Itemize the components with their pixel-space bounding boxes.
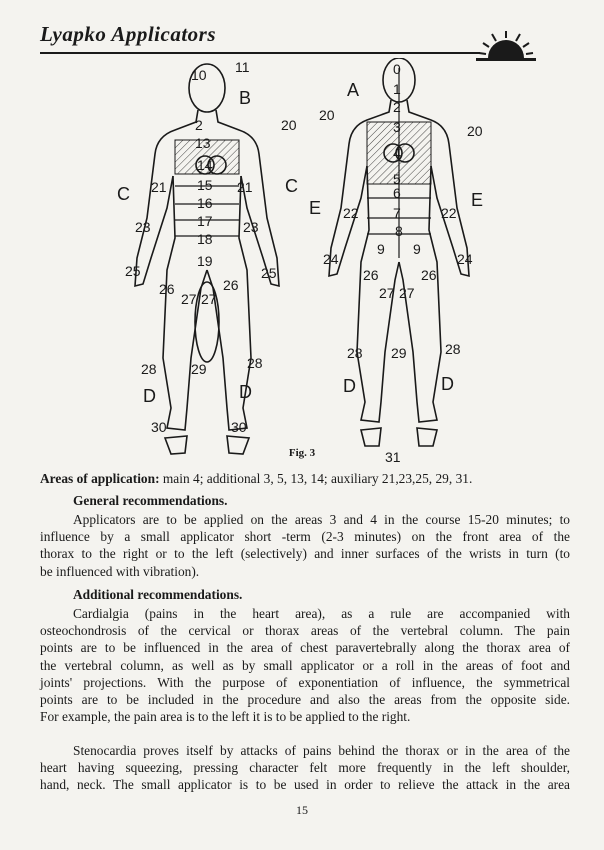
back-label: 26 [363, 267, 379, 283]
text-line: points are to be included in the procedure and also the areas from the opposite side. [40, 692, 570, 708]
text-line: osteochondrosis of the cervical or thorax areas of the vertebral column. The pain [40, 623, 570, 639]
areas-of-application [40, 470, 570, 487]
text-line: joints' projections. With the purpose of exponentiation of influence, the symmetrical [40, 674, 570, 690]
back-label: 24 [457, 251, 473, 267]
front-label: 26 [223, 277, 239, 293]
text-line: For example, the pain area is to the left it is to be applied to the right. [40, 709, 411, 725]
page-number: 15 [296, 803, 308, 817]
front-label: 16 [197, 195, 213, 211]
front-label: 15 [197, 177, 213, 193]
running-header-title: Lyapko Applicators [40, 22, 217, 46]
back-label: 29 [391, 345, 407, 361]
back-label: 4 [393, 145, 401, 161]
back-label: 2 [393, 99, 401, 115]
stenocardia-paragraph [40, 742, 570, 794]
front-label: 11 [235, 59, 250, 75]
front-label: D [143, 386, 156, 406]
figure-caption: Fig. 3 [288, 447, 316, 459]
back-label: 9 [377, 241, 385, 257]
front-label: 28 [247, 355, 263, 371]
text-line: be influenced with vibration). [40, 563, 200, 579]
front-label: 13 [195, 135, 211, 151]
front-label: 30 [231, 419, 247, 435]
text-line: points are to be influenced in the area of chest paravertebrally along the thorax area of [40, 640, 570, 656]
back-label: 20 [467, 123, 483, 139]
front-label: 18 [197, 231, 213, 247]
front-label: 27 [201, 291, 217, 307]
body-diagram [95, 58, 535, 463]
front-label: 19 [197, 253, 213, 269]
areas-label: Areas of application: [40, 471, 160, 486]
front-label: 28 [141, 361, 157, 377]
front-label: 27 [181, 291, 197, 307]
text-line: the vertebral column, as well as by small applicator or a roll in the areas of foot and [40, 657, 570, 673]
back-label: 20 [319, 107, 335, 123]
front-label: 30 [151, 419, 167, 435]
front-label: 21 [237, 179, 253, 195]
back-label: 8 [395, 223, 403, 239]
text-line: heart having squeezing, pressing character felt more frequently in the left shoulder, [40, 760, 570, 776]
back-label: 1 [393, 81, 401, 97]
back-label: E [471, 190, 484, 210]
back-label: D [343, 376, 356, 396]
front-point-labels [117, 59, 298, 435]
additional-recommendations-heading: Additional recommendations. [73, 587, 243, 602]
front-label: 25 [125, 263, 141, 279]
back-label: 7 [393, 205, 401, 221]
front-label: 23 [135, 219, 151, 235]
areas-text: main 4; additional 3, 5, 13, 14; auxiliary 21,23,25, 29, 31. [159, 471, 473, 486]
back-label: 9 [413, 241, 421, 257]
back-label: 22 [441, 205, 457, 221]
additional-recommendations-paragraph [40, 605, 570, 725]
back-point-labels [309, 61, 483, 463]
text-line: thorax to the right or to the left (selectively) and inner surfaces of the wrists in turn (to [40, 546, 570, 562]
back-label: 3 [393, 119, 401, 135]
back-label: 27 [399, 285, 415, 301]
general-recommendations-heading: General recommendations. [73, 493, 228, 508]
back-label: D [441, 374, 454, 394]
back-label: 6 [393, 185, 401, 201]
front-label: C [117, 184, 130, 204]
front-label: 20 [281, 117, 297, 133]
back-label: 0 [393, 61, 401, 77]
front-label: C [285, 176, 298, 196]
back-label: 28 [347, 345, 363, 361]
general-recommendations-paragraph [40, 511, 570, 580]
back-label: 5 [393, 171, 401, 187]
back-label: 28 [445, 341, 461, 357]
text-line: Cardialgia (pains in the heart area), as a rule are accompanied with [73, 606, 570, 621]
text-line: hand, neck. The small applicator is to be used in order to relieve the attack in the area [40, 777, 570, 793]
back-label: A [347, 80, 360, 100]
front-label: 21 [151, 179, 167, 195]
header-rule [40, 52, 480, 54]
text-line: Stenocardia proves itself by attacks of pains behind the thorax or in the area of the [73, 743, 570, 758]
text-line: influence by a small applicator short -term (2-3 minutes) on the front area of the [40, 529, 570, 545]
front-label: B [239, 88, 252, 108]
front-label: D [239, 382, 252, 402]
back-label: 31 [385, 449, 401, 463]
back-label: 24 [323, 251, 339, 267]
back-label: 22 [343, 205, 359, 221]
front-label: 17 [197, 213, 213, 229]
front-label: 2 [195, 117, 203, 133]
front-label: 14 [197, 157, 213, 173]
back-label: E [309, 198, 322, 218]
front-label: 10 [191, 67, 207, 83]
back-label: 26 [421, 267, 437, 283]
front-label: 23 [243, 219, 259, 235]
back-label: 27 [379, 285, 395, 301]
front-label: 29 [191, 361, 207, 377]
text-line: Applicators are to be applied on the areas 3 and 4 in the course 15-20 minutes; to [73, 512, 570, 527]
front-label: 25 [261, 265, 277, 281]
front-label: 26 [159, 281, 175, 297]
